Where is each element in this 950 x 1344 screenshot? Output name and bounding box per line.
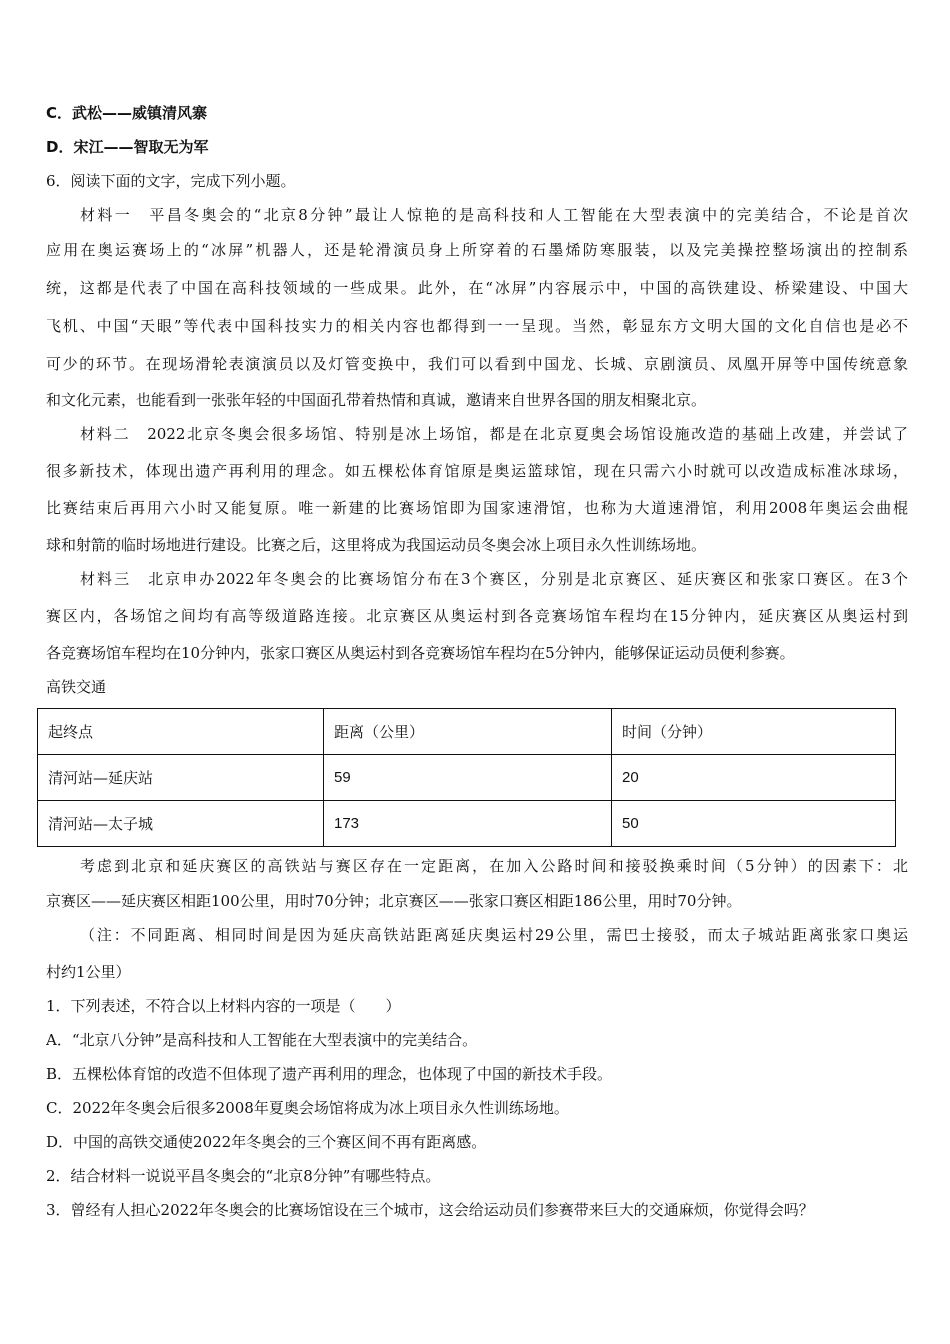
note-line: （注：不同距离、相同时间是因为延庆高铁站距离延庆奥运村29公里，需巴士接驳，而太子城站距离张家口奥运	[80, 926, 908, 944]
material-2-line: 很多新技术，体现出遗产再利用的理念。如五棵松体育馆原是奥运篮球馆，现在只需六小时就可以改造成标准冰球场，	[46, 462, 908, 480]
after-table-line: 考虑到北京和延庆赛区的高铁站与赛区存在一定距离，在加入公路时间和接驳换乘时间（5分钟）的因素下：北	[80, 857, 908, 875]
table-cell-distance: 173	[324, 801, 612, 847]
material-3-line: 赛区内，各场馆之间均有高等级道路连接。北京赛区从奥运村到各竞赛场馆车程均在15分钟内，延庆赛区从奥运村到	[46, 607, 908, 625]
sub-question-2: 2．结合材料一说说平昌冬奥会的“北京8分钟”有哪些特点。	[46, 1167, 441, 1185]
choice-b: B．五棵松体育馆的改造不但体现了遗产再利用的理念，也体现了中国的新技术手段。	[46, 1065, 613, 1083]
question-6-header: 6．阅读下面的文字，完成下列小题。	[46, 172, 296, 190]
material-1-line: 飞机、中国“天眼”等代表中国科技实力的相关内容也都得到一一呈现。当然，彰显东方文明大国的文化自信也是必不	[46, 317, 908, 335]
material-3-line: 材料三 北京申办2022年冬奥会的比赛场馆分布在3个赛区，分别是北京赛区、延庆赛区和张家口赛区。在3个	[80, 570, 908, 588]
table-row	[38, 801, 896, 847]
table-header-cell: 起终点	[38, 709, 324, 755]
table-cell-time: 50	[612, 801, 896, 847]
sub-question-3: 3．曾经有人担心2022年冬奥会的比赛场馆设在三个城市，这会给运动员们参赛带来巨大的交通麻烦，你觉得会吗？	[46, 1201, 814, 1219]
note-line: 村约1公里）	[46, 963, 131, 981]
material-2-line: 球和射箭的临时场地进行建设。比赛之后，这里将成为我国运动员冬奥会冰上项目永久性训练场地。	[46, 536, 707, 554]
table-header-cell: 时间（分钟）	[612, 709, 896, 755]
material-2-line: 材料二 2022北京冬奥会很多场馆、特别是冰上场馆，都是在北京夏奥会场馆设施改造的基础上改建，并尝试了	[80, 425, 908, 443]
material-1-line: 应用在奥运赛场上的“冰屏”机器人，还是轮滑演员身上所穿着的石墨烯防寒服装，以及完美操控整场演出的控制系	[46, 241, 908, 259]
material-2-line: 比赛结束后再用六小时又能复原。唯一新建的比赛场馆即为国家速滑馆，也称为大道速滑馆，利用2008年奥运会曲棍	[46, 499, 908, 517]
table-header-cell: 距离（公里）	[324, 709, 612, 755]
material-1-line: 可少的环节。在现场滑轮表演演员以及灯管变换中，我们可以看到中国龙、长城、京剧演员、凤凰开屏等中国传统意象	[46, 355, 908, 373]
table-cell-time: 20	[612, 755, 896, 801]
table-header-row	[38, 709, 896, 755]
high-speed-rail-table	[37, 708, 896, 847]
table-caption: 高铁交通	[46, 678, 107, 696]
table-cell-route: 清河站—延庆站	[38, 755, 324, 801]
table-cell-route: 清河站—太子城	[38, 801, 324, 847]
option-d-previous: D．宋江——智取无为军	[46, 138, 209, 156]
choice-c: C．2022年冬奥会后很多2008年夏奥会场馆将成为冰上项目永久性训练场地。	[46, 1099, 569, 1117]
material-3-line: 各竞赛场馆车程均在10分钟内，张家口赛区从奥运村到各竞赛场馆车程均在5分钟内，能够保证运动员便利参赛。	[46, 644, 795, 662]
after-table-line: 京赛区——延庆赛区相距100公里，用时70分钟；北京赛区——张家口赛区相距186公里，用时70分钟。	[46, 892, 742, 910]
table-row	[38, 755, 896, 801]
option-c-previous: C．武松——威镇清风寨	[46, 104, 208, 122]
material-1-line: 材料一 平昌冬奥会的“北京8分钟”最让人惊艳的是高科技和人工智能在大型表演中的完美结合，不论是首次	[80, 206, 908, 224]
sub-question-1: 1．下列表述，不符合以上材料内容的一项是（ ）	[46, 997, 401, 1015]
material-1-line: 和文化元素，也能看到一张张年轻的中国面孔带着热情和真诚，邀请来自世界各国的朋友相聚北京。	[46, 391, 707, 409]
table-cell-distance: 59	[324, 755, 612, 801]
material-1-line: 统，这都是代表了中国在高科技领域的一些成果。此外，在“冰屏”内容展示中，中国的高铁建设、桥梁建设、中国大	[46, 279, 908, 297]
choice-a: A．“北京八分钟”是高科技和人工智能在大型表演中的完美结合。	[46, 1031, 478, 1049]
choice-d: D．中国的高铁交通使2022年冬奥会的三个赛区间不再有距离感。	[46, 1133, 487, 1151]
